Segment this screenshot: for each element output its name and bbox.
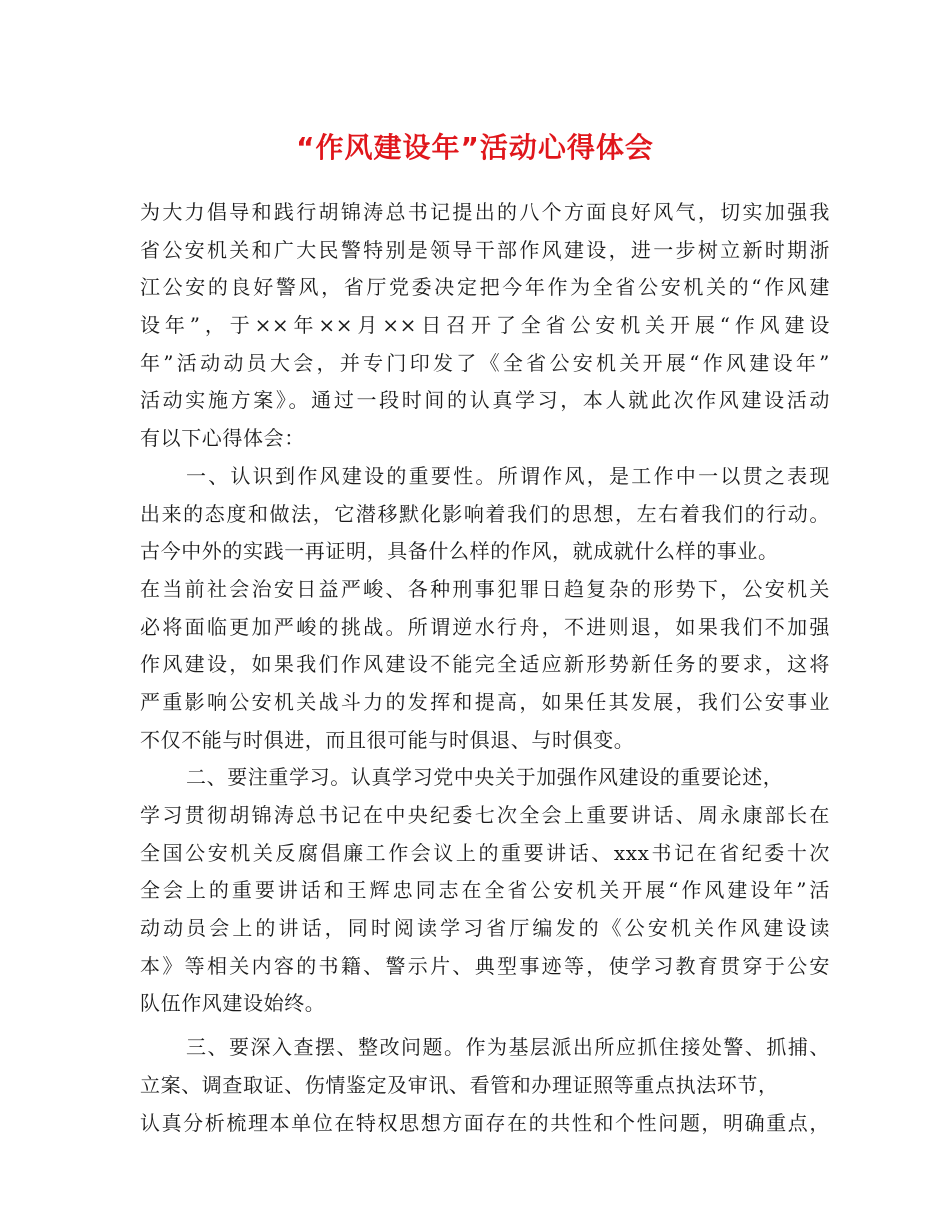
section-two-heading-line: 二、要注重学习。认真学习党中央关于加强作风建设的重要论述，: [186, 765, 784, 790]
text-line: 作风建设，如果我们作风建设不能完全适应新形势新任务的要求，这将: [140, 652, 830, 677]
text-line: 队伍作风建设始终。: [140, 991, 326, 1016]
text-line: 为大力倡导和践行胡锦涛总书记提出的八个方面良好风气，切实加强我: [140, 200, 830, 224]
text-line: 不仅不能与时俱进，而且很可能与时俱退、与时俱变。: [140, 727, 635, 752]
text-line: 活动实施方案》。通过一段时间的认真学习，本人就此次作风建设活动: [140, 388, 830, 413]
text-line: 立案、调查取证、伤情鉴定及审讯、看管和办理证照等重点执法环节，: [140, 1072, 779, 1097]
text-line: 有以下心得体会：: [140, 426, 305, 451]
text-line: 必将面临更加严峻的挑战。所谓逆水行舟，不进则退，如果我们不加强: [140, 614, 830, 639]
text-line: 认真分析梳理本单位在特权思想方面存在的共性和个性问题，明确重点，: [140, 1110, 830, 1135]
document-body: [140, 194, 830, 1142]
text-line: 严重影响公安机关战斗力的发挥和提高，如果任其发展，我们公安事业: [140, 689, 830, 714]
document-title: “作风建设年”活动心得体会: [296, 131, 654, 164]
text-line: 动动员会上的讲话，同时阅读学习省厅编发的《公安机关作风建设读: [140, 916, 830, 941]
text-line: 全会上的重要讲话和王辉忠同志在全省公安机关开展“作风建设年”活: [140, 878, 830, 903]
text-line: 本》等相关内容的书籍、警示片、典型事迹等，使学习教育贯穿于公安: [140, 953, 830, 978]
text-line: 古今中外的实践一再证明，具备什么样的作风，就成就什么样的事业。: [140, 539, 779, 564]
text-line: 学习贯彻胡锦涛总书记在中央纪委七次全会上重要讲话、周永康部长在: [140, 803, 830, 827]
text-line: 全国公安机关反腐倡廉工作会议上的重要讲话、xxx书记在省纪委十次: [140, 840, 830, 865]
text-line: 省公安机关和广大民警特别是领导干部作风建设，进一步树立新时期浙: [140, 237, 830, 262]
text-line: 设年”，于××年××月××日召开了全省公安机关开展“作风建设: [140, 313, 830, 338]
text-line: 在当前社会治安日益严峻、各种刑事犯罪日趋复杂的形势下，公安机关: [140, 576, 830, 601]
text-line: 年”活动动员大会，并专门印发了《全省公安机关开展“作风建设年”: [140, 350, 830, 375]
text-line: 江公安的良好警风，省厅党委决定把今年作为全省公安机关的“作风建: [140, 275, 830, 300]
section-three-heading-line: 三、要深入查摆、整改问题。作为基层派出所应抓住接处警、抓捕、: [186, 1035, 830, 1060]
text-line: 出来的态度和做法，它潜移默化影响着我们的思想，左右着我们的行动。: [140, 501, 830, 526]
section-one-heading-line: 一、认识到作风建设的重要性。所谓作风，是工作中一以贯之表现: [186, 463, 830, 488]
